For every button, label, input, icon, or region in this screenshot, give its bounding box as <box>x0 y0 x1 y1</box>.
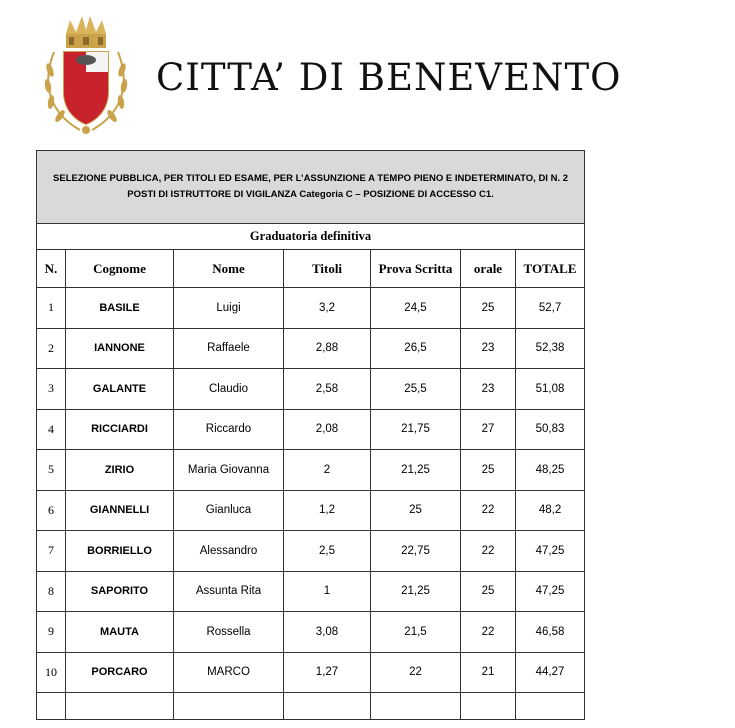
rank-cell: 7 <box>37 531 66 572</box>
name-cell: Raffaele <box>174 328 284 369</box>
empty-cell <box>371 693 461 720</box>
table-header-row <box>37 250 585 288</box>
titoli-cell: 2 <box>284 450 371 491</box>
rank-cell: 5 <box>37 450 66 491</box>
orale-cell: 25 <box>461 288 516 329</box>
empty-cell <box>284 693 371 720</box>
titoli-cell: 2,88 <box>284 328 371 369</box>
table-row <box>37 450 585 491</box>
totale-cell: 44,27 <box>516 652 585 693</box>
surname-cell: PORCARO <box>66 652 174 693</box>
orale-cell: 23 <box>461 369 516 410</box>
prova-scritta-cell: 21,25 <box>371 450 461 491</box>
surname-cell: BORRIELLO <box>66 531 174 572</box>
rank-cell: 9 <box>37 612 66 653</box>
surname-cell: MAUTA <box>66 612 174 653</box>
prova-scritta-cell: 25,5 <box>371 369 461 410</box>
empty-cell <box>174 693 284 720</box>
name-cell: Claudio <box>174 369 284 410</box>
column-header: orale <box>461 250 516 288</box>
surname-cell: IANNONE <box>66 328 174 369</box>
surname-cell: GIANNELLI <box>66 490 174 531</box>
empty-row <box>37 693 585 720</box>
table-row <box>37 490 585 531</box>
totale-cell: 52,7 <box>516 288 585 329</box>
surname-cell: GALANTE <box>66 369 174 410</box>
prova-scritta-cell: 21,25 <box>371 571 461 612</box>
titoli-cell: 1 <box>284 571 371 612</box>
name-cell: Riccardo <box>174 409 284 450</box>
rank-cell: 3 <box>37 369 66 410</box>
orale-cell: 21 <box>461 652 516 693</box>
orale-cell: 22 <box>461 612 516 653</box>
surname-cell: SAPORITO <box>66 571 174 612</box>
totale-cell: 48,2 <box>516 490 585 531</box>
prova-scritta-cell: 24,5 <box>371 288 461 329</box>
orale-cell: 22 <box>461 531 516 572</box>
table-row <box>37 369 585 410</box>
rank-cell: 10 <box>37 652 66 693</box>
empty-cell <box>516 693 585 720</box>
totale-cell: 47,25 <box>516 531 585 572</box>
column-header: Cognome <box>66 250 174 288</box>
ranking-title: Graduatoria definitiva <box>37 224 585 250</box>
column-header: N. <box>37 250 66 288</box>
totale-cell: 48,25 <box>516 450 585 491</box>
name-cell: Rossella <box>174 612 284 653</box>
name-cell: MARCO <box>174 652 284 693</box>
orale-cell: 25 <box>461 571 516 612</box>
name-cell: Alessandro <box>174 531 284 572</box>
notice-line-2: POSTI DI ISTRUTTORE DI VIGILANZA Categoria C – POSIZIONE DI ACCESSO C1. <box>127 189 494 200</box>
table-row <box>37 531 585 572</box>
ranking-rows <box>37 288 585 693</box>
surname-cell: BASILE <box>66 288 174 329</box>
totale-cell: 50,83 <box>516 409 585 450</box>
name-cell: Luigi <box>174 288 284 329</box>
rank-cell: 2 <box>37 328 66 369</box>
surname-cell: ZIRIO <box>66 450 174 491</box>
table-row <box>37 328 585 369</box>
name-cell: Assunta Rita <box>174 571 284 612</box>
notice-heading <box>37 151 585 224</box>
table-row <box>37 652 585 693</box>
titoli-cell: 3,2 <box>284 288 371 329</box>
orale-cell: 23 <box>461 328 516 369</box>
rank-cell: 1 <box>37 288 66 329</box>
prova-scritta-cell: 26,5 <box>371 328 461 369</box>
column-header: Titoli <box>284 250 371 288</box>
titoli-cell: 2,08 <box>284 409 371 450</box>
column-header: Prova Scritta <box>371 250 461 288</box>
table-row <box>37 409 585 450</box>
prova-scritta-cell: 21,5 <box>371 612 461 653</box>
rank-cell: 4 <box>37 409 66 450</box>
surname-cell: RICCIARDI <box>66 409 174 450</box>
ranking-table <box>36 150 585 720</box>
city-crest-logo <box>40 12 132 140</box>
rank-cell: 8 <box>37 571 66 612</box>
notice-line-1: SELEZIONE PUBBLICA, PER TITOLI ED ESAME, PER L’ASSUNZIONE A TEMPO PIENO E INDETERMINATO, DI N. 2 <box>53 173 569 184</box>
column-header: TOTALE <box>516 250 585 288</box>
orale-cell: 27 <box>461 409 516 450</box>
totale-cell: 52,38 <box>516 328 585 369</box>
city-title: CITTA’ DI BENEVENTO <box>156 56 622 99</box>
column-header: Nome <box>174 250 284 288</box>
empty-cell <box>461 693 516 720</box>
totale-cell: 47,25 <box>516 571 585 612</box>
prova-scritta-cell: 21,75 <box>371 409 461 450</box>
titoli-cell: 3,08 <box>284 612 371 653</box>
prova-scritta-cell: 22 <box>371 652 461 693</box>
name-cell: Gianluca <box>174 490 284 531</box>
titoli-cell: 1,27 <box>284 652 371 693</box>
table-row <box>37 288 585 329</box>
titoli-cell: 2,5 <box>284 531 371 572</box>
prova-scritta-cell: 25 <box>371 490 461 531</box>
table-row <box>37 612 585 653</box>
orale-cell: 25 <box>461 450 516 491</box>
prova-scritta-cell: 22,75 <box>371 531 461 572</box>
rank-cell: 6 <box>37 490 66 531</box>
totale-cell: 46,58 <box>516 612 585 653</box>
titoli-cell: 2,58 <box>284 369 371 410</box>
empty-cell <box>37 693 66 720</box>
name-cell: Maria Giovanna <box>174 450 284 491</box>
table-row <box>37 571 585 612</box>
titoli-cell: 1,2 <box>284 490 371 531</box>
totale-cell: 51,08 <box>516 369 585 410</box>
empty-cell <box>66 693 174 720</box>
orale-cell: 22 <box>461 490 516 531</box>
